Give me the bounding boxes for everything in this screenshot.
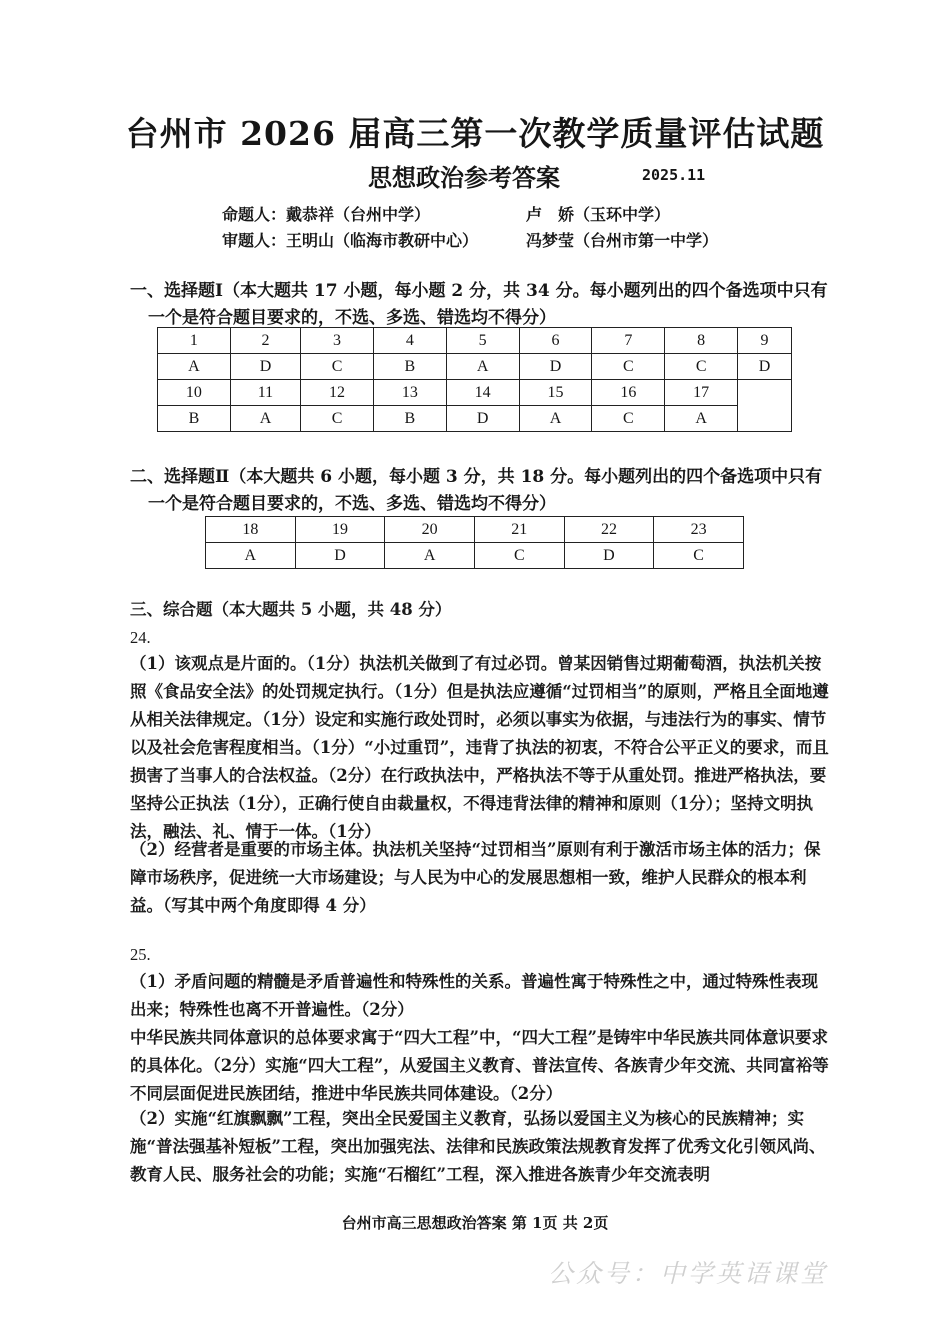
q-answer-b-5: D bbox=[446, 406, 519, 432]
q-answer-3: C bbox=[301, 354, 374, 380]
q-answer-8: C bbox=[665, 354, 738, 380]
exam-date: 2025.11 bbox=[642, 166, 706, 184]
q-num-b-5: 14 bbox=[446, 380, 519, 406]
setter-line bbox=[222, 202, 671, 225]
q-answer-4: B bbox=[373, 354, 446, 380]
q-answer-1: A bbox=[158, 354, 231, 380]
q-answer-b-4: B bbox=[373, 406, 446, 432]
q-num-2: 2 bbox=[230, 328, 300, 354]
section1-heading bbox=[130, 278, 830, 332]
section2-heading-line1: 二、选择题Ⅱ（本大题共 6 小题，每小题 3 分，共 18 分。每小题列出的四个备选项中只有 bbox=[130, 467, 823, 487]
q2-answer-4: C bbox=[474, 543, 564, 569]
q-num-1: 1 bbox=[158, 328, 231, 354]
q-num-5: 5 bbox=[446, 328, 519, 354]
setter-1: 戴恭祥（台州中学） bbox=[286, 205, 431, 224]
q2-num-2: 19 bbox=[295, 517, 385, 543]
q-num-b-8: 17 bbox=[665, 380, 738, 406]
q-answer-b-1: B bbox=[158, 406, 231, 432]
q2-num-6: 23 bbox=[654, 517, 744, 543]
reviewer-2: 冯梦莹（台州市第一中学） bbox=[526, 231, 719, 250]
section2-heading bbox=[130, 464, 830, 518]
q24-number: 24. bbox=[130, 628, 151, 647]
q-answer-b-6: A bbox=[519, 406, 592, 432]
q-num-b-7: 16 bbox=[592, 380, 665, 406]
section1-heading-line2: 一个是符合题目要求的，不选、多选、错选均不得分） bbox=[148, 308, 556, 328]
q-num-b-2: 11 bbox=[230, 380, 300, 406]
section1-heading-line1: 一、选择题Ⅰ（本大题共 17 小题，每小题 2 分，共 34 分。每小题列出的四个备选项中只有 bbox=[130, 281, 828, 301]
q24-part2: （2）经营者是重要的市场主体。执法机关坚持“过罚相当”原则有利于激活市场主体的活力；保障市场秩序，促进统一大市场建设；与人民为中心的发展思想相一致，维护人民群众的根本利益。（写其中两个角度即得 4 分） bbox=[130, 840, 821, 915]
reviewer-label: 审题人： bbox=[222, 231, 287, 250]
q-num-b-6: 15 bbox=[519, 380, 592, 406]
q-num-6: 6 bbox=[519, 328, 592, 354]
q-answer-5: A bbox=[446, 354, 519, 380]
answer-table-2 bbox=[205, 516, 744, 569]
q-num-9: 9 bbox=[738, 328, 792, 354]
page-title: 台州市 2026 届高三第一次教学质量评估试题 bbox=[125, 114, 825, 153]
q-num-b-3: 12 bbox=[301, 380, 374, 406]
q25-number: 25. bbox=[130, 945, 151, 964]
empty-cell bbox=[738, 380, 792, 432]
q2-num-3: 20 bbox=[385, 517, 475, 543]
q2-answer-5: D bbox=[564, 543, 654, 569]
q-answer-b-3: C bbox=[301, 406, 374, 432]
q25-part1: （1）矛盾问题的精髓是矛盾普遍性和特殊性的关系。普遍性寓于特殊性之中，通过特殊性表现出来；特殊性也离不开普遍性。（2分） bbox=[130, 972, 818, 1019]
q-num-b-1: 10 bbox=[158, 380, 231, 406]
q-answer-b-8: A bbox=[665, 406, 738, 432]
q2-num-4: 21 bbox=[474, 517, 564, 543]
watermark: 公众号：中学英语课堂 bbox=[548, 1259, 829, 1288]
page-footer: 台州市高三思想政治答案 第 1页 共 2页 bbox=[341, 1214, 609, 1232]
q2-num-5: 22 bbox=[564, 517, 654, 543]
setter-label: 命题人： bbox=[222, 205, 287, 224]
q-answer-7: C bbox=[592, 354, 665, 380]
q-num-4: 4 bbox=[373, 328, 446, 354]
q-answer-6: D bbox=[519, 354, 592, 380]
page-subtitle: 思想政治参考答案 bbox=[368, 163, 560, 192]
q25-part1b: 中华民族共同体意识的总体要求寓于“四大工程”中，“四大工程”是铸牢中华民族共同体意识要求的具体化。（2分）实施“四大工程”，从爱国主义教育、普法宣传、各族青少年交流、共同富裕等不同层面促进民族团结，推进中华民族共同体建设。（2分） bbox=[130, 1028, 829, 1103]
q-num-3: 3 bbox=[301, 328, 374, 354]
reviewer-1: 王明山（临海市教研中心） bbox=[286, 231, 479, 250]
q-answer-b-2: A bbox=[230, 406, 300, 432]
q-answer-b-7: C bbox=[592, 406, 665, 432]
q25-part2: （2）实施“红旗飘飘”工程，突出全民爱国主义教育，弘扬以爱国主义为核心的民族精神；实施“普法强基补短板”工程，突出加强宪法、法律和民族政策法规教育发挥了优秀文化引领风尚、教育人民、服务社会的功能；实施“石榴红”工程，深入推进各族青少年交流表明 bbox=[130, 1109, 826, 1184]
q-num-b-4: 13 bbox=[373, 380, 446, 406]
q-num-7: 7 bbox=[592, 328, 665, 354]
answer-table-1 bbox=[157, 327, 792, 432]
q-answer-2: D bbox=[230, 354, 300, 380]
q24-part1: （1）该观点是片面的。（1分）执法机关做到了有过必罚。曾某因销售过期葡萄酒，执法机关按照《食品安全法》的处罚规定执行。（1分）但是执法应遵循“过罚相当”的原则，严格且全面地遵从相关法律规定。（1分）设定和实施行政处罚时，必须以事实为依据，与违法行为的事实、情节以及社会危害程度相当。（1分）“小过重罚”，违背了执法的初衷，不符合公平正义的要求，而且损害了当事人的合法权益。（2分）在行政执法中，严格执法不等于从重处罚。推进严格执法，要坚持公正执法（1分），正确行使自由裁量权，不得违背法律的精神和原则（1分）；坚持文明执法，融法、礼、情于一体。（1分） bbox=[130, 654, 829, 841]
q-num-8: 8 bbox=[665, 328, 738, 354]
setter-2: 卢 娇（玉环中学） bbox=[526, 205, 671, 224]
q2-answer-6: C bbox=[654, 543, 744, 569]
q2-answer-2: D bbox=[295, 543, 385, 569]
q2-answer-1: A bbox=[206, 543, 296, 569]
reviewer-line bbox=[222, 228, 719, 251]
q2-num-1: 18 bbox=[206, 517, 296, 543]
section3-heading: 三、综合题（本大题共 5 小题，共 48 分） bbox=[130, 600, 452, 619]
q2-answer-3: A bbox=[385, 543, 475, 569]
q-answer-9: D bbox=[738, 354, 792, 380]
section2-heading-line2: 一个是符合题目要求的，不选、多选、错选均不得分） bbox=[148, 494, 556, 514]
